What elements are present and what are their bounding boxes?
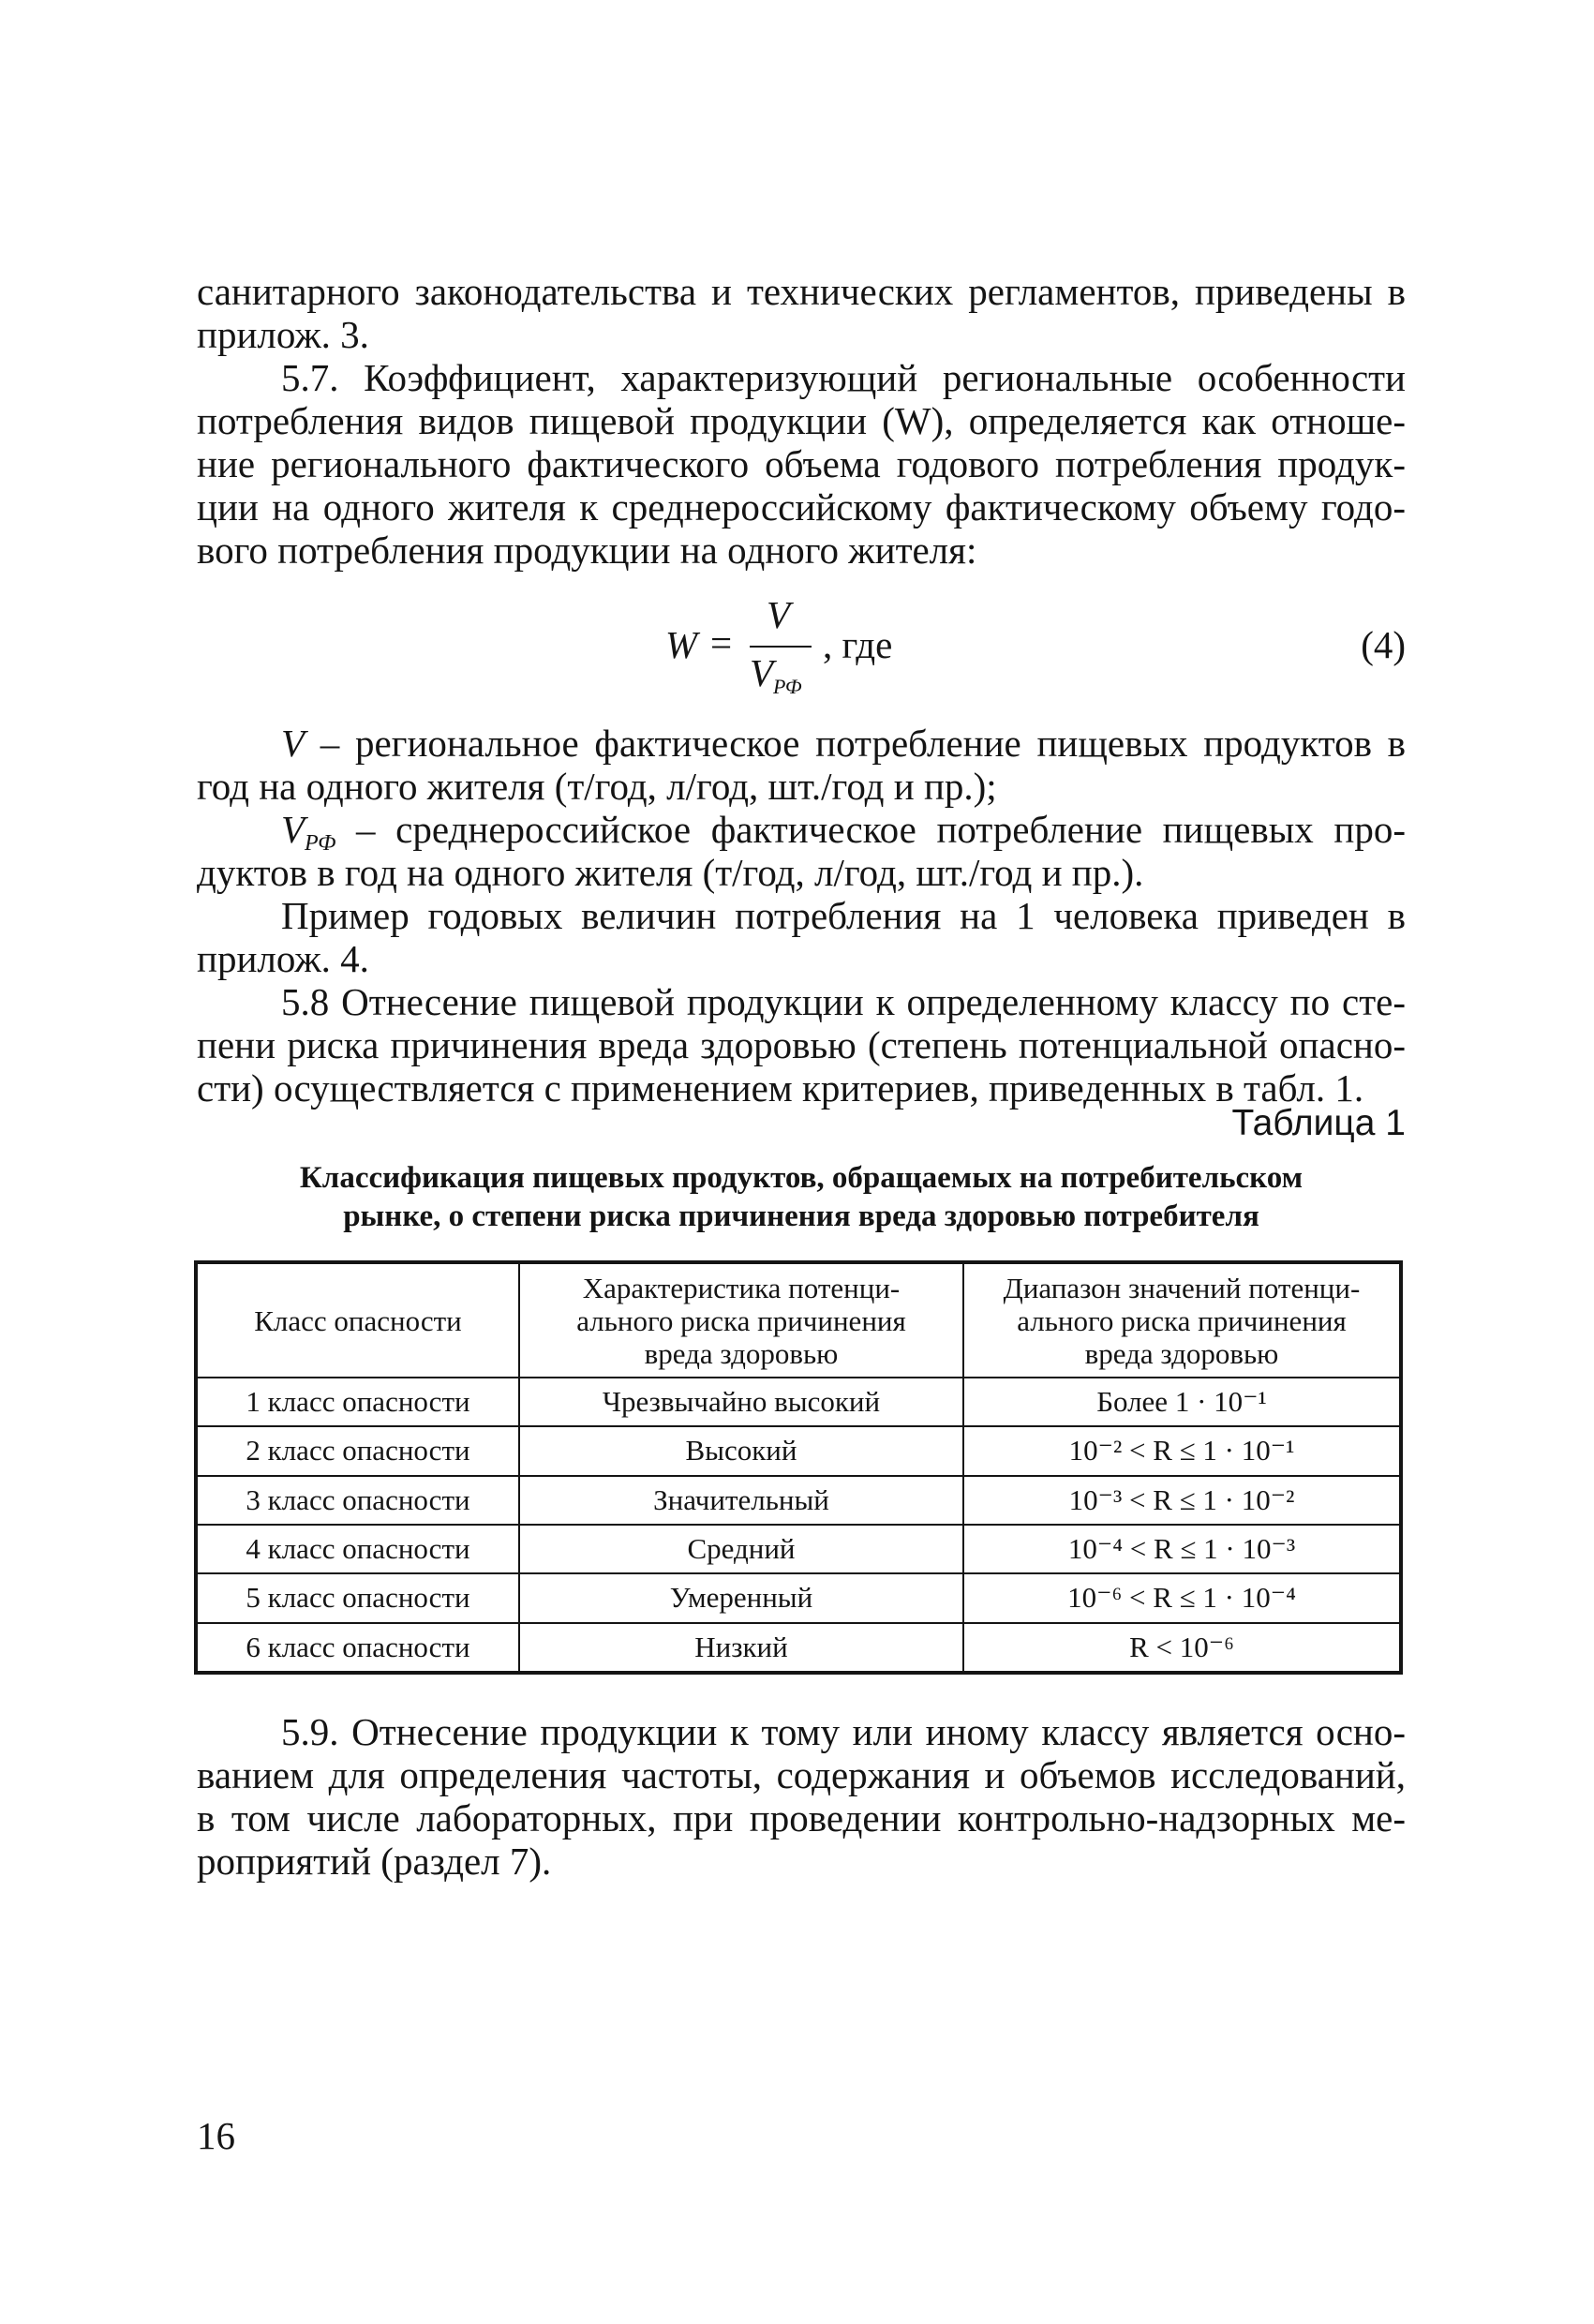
- paragraph-line: пени риска причинения вреда здоровью (степень потенциальной опасно-: [197, 1023, 1406, 1066]
- paragraph-line: 5.7. Коэффициент, характеризующий региональные особенности: [281, 356, 1406, 399]
- table-row: [196, 1623, 1401, 1673]
- header-characteristic: [519, 1262, 963, 1378]
- fraction-bar: [750, 646, 812, 648]
- header-text: ального риска причинения: [576, 1304, 906, 1337]
- paragraph-line: год на одного жителя (т/год, л/год, шт./год и пр.);: [197, 765, 997, 808]
- paragraph-line: 5.8 Отнесение пищевой продукции к определенному классу по сте-: [281, 980, 1406, 1023]
- cell-range: Более 1 · 10⁻¹: [963, 1378, 1401, 1426]
- table-row: [196, 1426, 1401, 1475]
- cell-characteristic: Чрезвычайно высокий: [519, 1378, 963, 1426]
- header-text: Класс опасности: [254, 1304, 462, 1337]
- cell-class: 3 класс опасности: [196, 1476, 519, 1525]
- header-text: ального риска причинения: [1017, 1304, 1347, 1337]
- cell-class: 4 класс опасности: [196, 1525, 519, 1573]
- formula-suffix: , где: [823, 623, 893, 666]
- paragraph-line: прилож. 4.: [197, 937, 369, 980]
- paragraph-line: ванием для определения частоты, содержания и объемов исследований,: [197, 1753, 1406, 1796]
- table-row: [196, 1525, 1401, 1573]
- definition-vrf: [197, 808, 1406, 856]
- table-title-line: рынке, о степени риска причинения вреда здоровью потребителя: [343, 1199, 1259, 1233]
- table-row: [196, 1476, 1401, 1525]
- table-row: [196, 1573, 1401, 1622]
- symbol-vrf: [281, 808, 336, 856]
- definition-text: – региональное фактическое потребление пищевых продуктов в: [305, 722, 1406, 765]
- formula-denominator: [750, 650, 802, 698]
- paragraph-line: санитарного законодательства и технических регламентов, приведены в: [197, 270, 1406, 313]
- text-block-middle: [197, 722, 1406, 1110]
- formula-4: [656, 588, 1406, 710]
- cell-characteristic: Высокий: [519, 1426, 963, 1475]
- cell-characteristic: Средний: [519, 1525, 963, 1573]
- header-text: вреда здоровью: [644, 1336, 839, 1370]
- symbol-subscript: РФ: [305, 831, 336, 856]
- header-range: [963, 1262, 1401, 1378]
- header-text: Диапазон значений потенци-: [1003, 1271, 1361, 1304]
- header-text: вреда здоровью: [1084, 1336, 1279, 1370]
- risk-classification-table: [194, 1260, 1403, 1675]
- header-class: [196, 1262, 519, 1378]
- symbol-base: V: [281, 808, 305, 851]
- text-block-top: [197, 270, 1406, 572]
- table-title-line: Классификация пищевых продуктов, обращаемых на потребительском: [299, 1161, 1304, 1195]
- paragraph-line: ции на одного жителя к среднероссийскому фактическому объему годо-: [197, 485, 1406, 529]
- formula-numerator: V: [767, 593, 791, 636]
- paragraph-line: вого потребления продукции на одного жителя:: [197, 529, 977, 572]
- formula-equals: =: [710, 621, 733, 664]
- paragraph-line: потребления видов пищевой продукции (W), определяется как отноше-: [197, 399, 1406, 442]
- paragraph-line: прилож. 3.: [197, 313, 369, 356]
- denominator-base: V: [750, 651, 774, 694]
- table-label: Таблица 1: [1231, 1103, 1406, 1143]
- paragraph-line: в том числе лабораторных, при проведении контрольно-надзорных ме-: [197, 1796, 1406, 1840]
- cell-range: 10⁻² < R ≤ 1 · 10⁻¹: [963, 1426, 1401, 1475]
- page-number: 16: [197, 2114, 235, 2157]
- definition-text: – среднероссийское фактическое потребление пищевых про-: [335, 808, 1406, 851]
- table-title: [201, 1159, 1401, 1236]
- header-text: Характеристика потенци-: [582, 1271, 901, 1304]
- formula-number: (4): [1361, 623, 1406, 666]
- cell-characteristic: Умеренный: [519, 1573, 963, 1622]
- cell-class: 1 класс опасности: [196, 1378, 519, 1426]
- text-block-bottom: [197, 1710, 1406, 1883]
- cell-range: 10⁻⁴ < R ≤ 1 · 10⁻³: [963, 1525, 1401, 1573]
- symbol-v: V: [281, 722, 305, 765]
- paragraph-line: роприятий (раздел 7).: [197, 1840, 552, 1883]
- definition-v: [197, 722, 1406, 765]
- formula-lhs: W: [665, 623, 698, 666]
- paragraph-line: 5.9. Отнесение продукции к тому или иному классу является осно-: [281, 1710, 1406, 1753]
- cell-class: 6 класс опасности: [196, 1623, 519, 1673]
- cell-class: 2 класс опасности: [196, 1426, 519, 1475]
- paragraph-line: Пример годовых величин потребления на 1 человека приведен в: [281, 894, 1406, 937]
- paragraph-line: дуктов в год на одного жителя (т/год, л/год, шт./год и пр.).: [197, 851, 1144, 894]
- cell-range: 10⁻⁶ < R ≤ 1 · 10⁻⁴: [963, 1573, 1401, 1622]
- cell-range: 10⁻³ < R ≤ 1 · 10⁻²: [963, 1476, 1401, 1525]
- table-row: [196, 1378, 1401, 1426]
- paragraph-line: сти) осуществляется с применением критериев, приведенных в табл. 1.: [197, 1066, 1364, 1110]
- cell-class: 5 класс опасности: [196, 1573, 519, 1622]
- table-header-row: [196, 1262, 1401, 1378]
- denominator-subscript: РФ: [773, 675, 802, 698]
- paragraph-line: ние регионального фактического объема годового потребления продук-: [197, 442, 1406, 485]
- cell-characteristic: Значительный: [519, 1476, 963, 1525]
- cell-characteristic: Низкий: [519, 1623, 963, 1673]
- cell-range: R < 10⁻⁶: [963, 1623, 1401, 1673]
